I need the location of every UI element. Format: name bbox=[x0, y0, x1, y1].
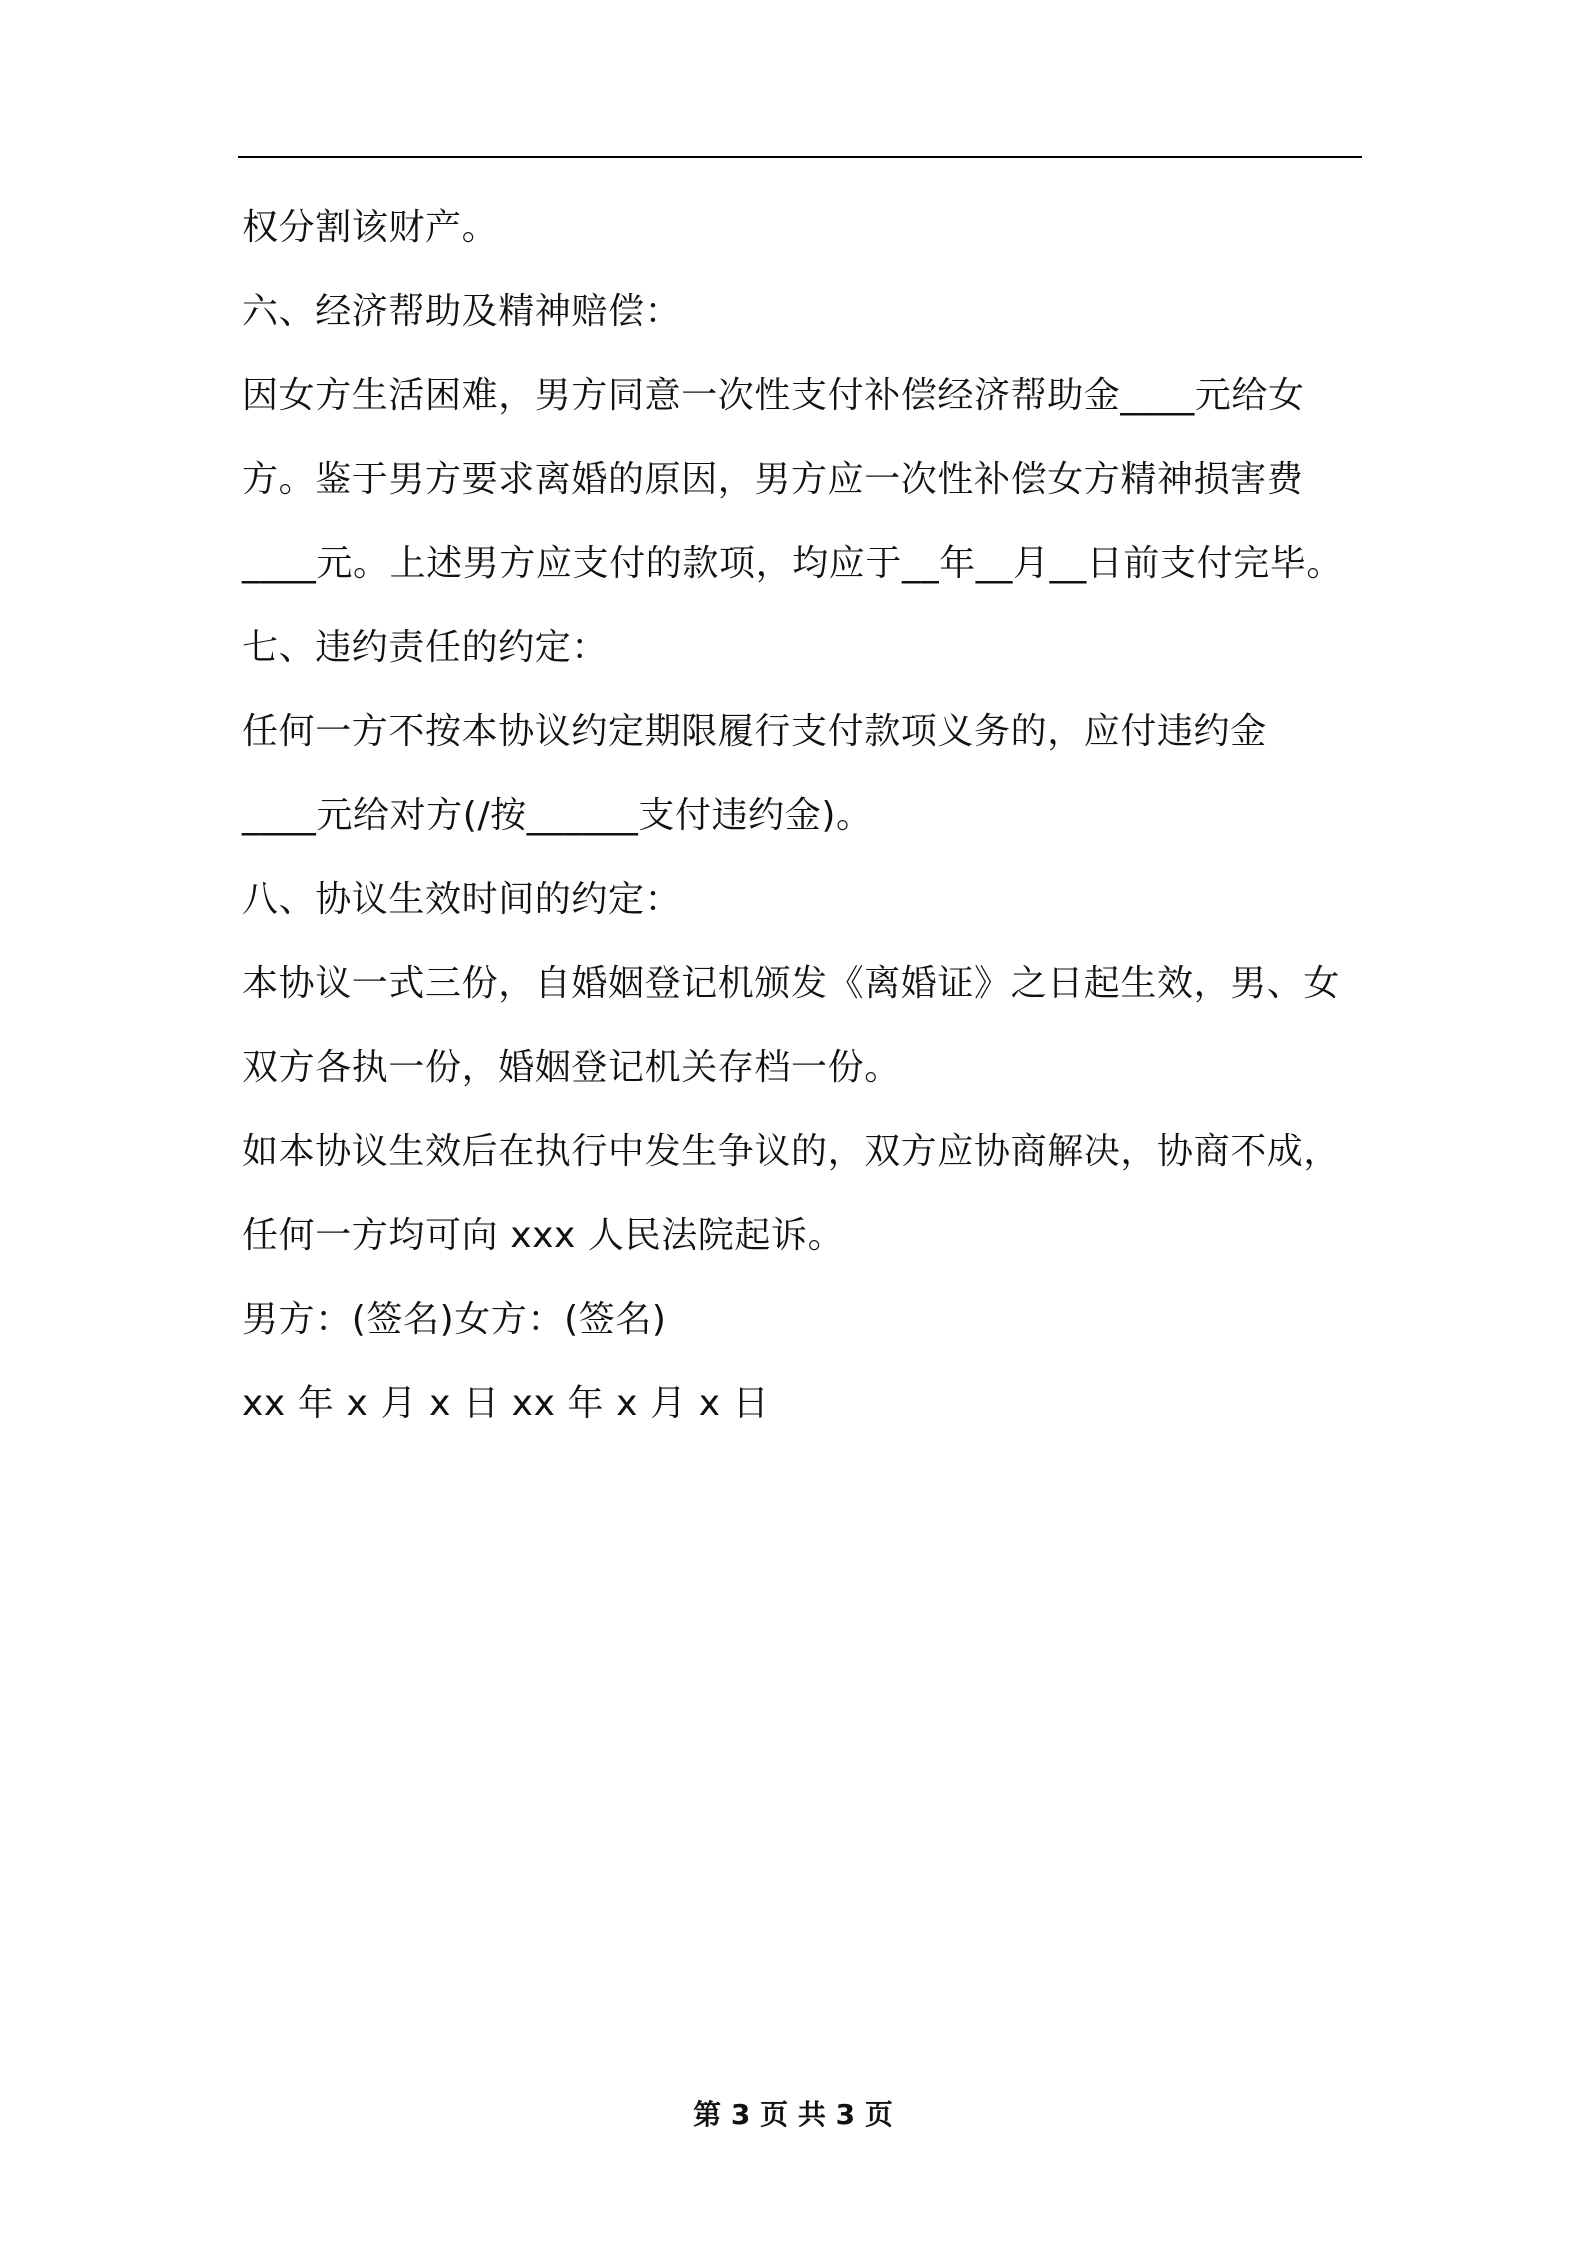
signature-line: 男方：(签名)女方：(签名) bbox=[242, 1299, 667, 1340]
date-line: xx 年 x 月 x 日 xx 年 x 月 x 日 bbox=[242, 1383, 770, 1424]
paragraph-line: 如本协议生效后在执行中发生争议的，双方应协商解决，协商不成， bbox=[242, 1131, 1341, 1172]
paragraph-line: ____元给对方(/按______支付违约金)。 bbox=[242, 795, 873, 836]
section-heading-8: 八、协议生效时间的约定： bbox=[242, 879, 682, 920]
paragraph-line: 任何一方均可向 xxx 人民法院起诉。 bbox=[242, 1215, 845, 1256]
paragraph-line: 方。鉴于男方要求离婚的原因，男方应一次性补偿女方精神损害费 bbox=[242, 459, 1304, 500]
header-rule bbox=[238, 156, 1362, 158]
paragraph-line: 本协议一式三份，自婚姻登记机颁发《离婚证》之日起生效，男、女 bbox=[242, 963, 1341, 1004]
section-heading-7: 七、违约责任的约定： bbox=[242, 627, 609, 668]
paragraph-line: 因女方生活困难，男方同意一次性支付补偿经济帮助金____元给女 bbox=[242, 375, 1305, 416]
paragraph-line: ____元。上述男方应支付的款项，均应于__年__月__日前支付完毕。 bbox=[242, 543, 1343, 584]
section-heading-6: 六、经济帮助及精神赔偿： bbox=[242, 291, 682, 332]
paragraph-line: 权分割该财产。 bbox=[242, 207, 499, 248]
page-number-footer: 第 3 页 共 3 页 bbox=[693, 2098, 893, 2131]
paragraph-line: 双方各执一份，婚姻登记机关存档一份。 bbox=[242, 1047, 901, 1088]
paragraph-line: 任何一方不按本协议约定期限履行支付款项义务的，应付违约金 bbox=[242, 711, 1267, 752]
